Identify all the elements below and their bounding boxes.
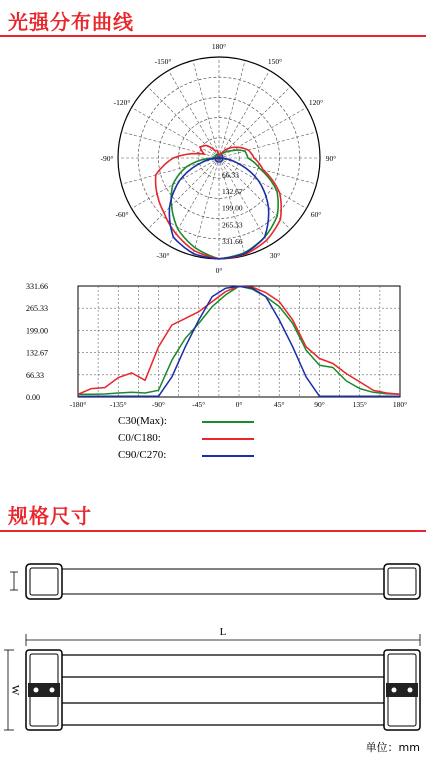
linear-y-tick: 132.67 bbox=[26, 348, 48, 358]
legend-label-c90: C90/C270: bbox=[118, 449, 167, 461]
polar-radial-label: 66.33 bbox=[222, 170, 239, 180]
polar-angle-label: 120° bbox=[308, 98, 324, 107]
bracket-right bbox=[386, 683, 418, 697]
polar-angle-label: 30° bbox=[269, 250, 281, 260]
linear-x-tick: -45° bbox=[192, 400, 206, 409]
legend-swatch-c30 bbox=[202, 421, 254, 423]
length-label: L bbox=[219, 626, 227, 638]
legend-item bbox=[118, 415, 278, 429]
polar-radial-label: 199.00 bbox=[222, 203, 243, 213]
polar-angle-label: 150° bbox=[267, 57, 283, 67]
polar-angle-label: -90° bbox=[100, 154, 114, 163]
polar-angle-label: -150° bbox=[154, 57, 172, 67]
polar-angle-label: -30° bbox=[156, 250, 170, 260]
legend bbox=[118, 415, 278, 465]
linear-x-tick: 45° bbox=[274, 400, 285, 409]
section-title-dimensions: 规格尺寸 bbox=[8, 504, 92, 528]
width-label: W bbox=[9, 684, 21, 696]
linear-grid bbox=[78, 286, 400, 397]
unit-label: 单位：mm bbox=[365, 741, 420, 754]
polar-angle-label: -60° bbox=[115, 210, 129, 219]
legend-item bbox=[118, 432, 278, 446]
linear-y-tick: 0.00 bbox=[26, 393, 40, 402]
linear-x-tick: 90° bbox=[314, 400, 325, 409]
linear-x-tick: -90° bbox=[152, 400, 165, 409]
top-view bbox=[4, 634, 420, 730]
polar-angle-label: 90° bbox=[325, 154, 337, 163]
linear-y-tick: 199.00 bbox=[26, 326, 48, 336]
legend-label-c0: C0/C180: bbox=[118, 432, 161, 444]
polar-diagram bbox=[0, 40, 432, 310]
polar-radial-label: 331.66 bbox=[222, 236, 243, 246]
side-view bbox=[10, 564, 420, 599]
title-underline bbox=[0, 530, 426, 532]
dimension-drawing bbox=[0, 545, 432, 735]
linear-x-tick: 135° bbox=[352, 400, 367, 409]
polar-radial-label: 132.67 bbox=[222, 187, 243, 197]
polar-angle-label: 0° bbox=[215, 266, 223, 275]
polar-angle-label: 60° bbox=[310, 210, 322, 219]
linear-y-tick: 66.33 bbox=[26, 370, 44, 380]
section-title-light-distribution: 光强分布曲线 bbox=[8, 10, 134, 34]
legend-swatch-c0 bbox=[202, 438, 254, 440]
linear-x-tick: -135° bbox=[109, 400, 127, 409]
polar-radial-label: 265.33 bbox=[222, 220, 243, 230]
legend-label-c30: C30(Max): bbox=[118, 415, 167, 427]
title-underline bbox=[0, 35, 426, 37]
linear-y-tick: 265.33 bbox=[26, 304, 48, 314]
legend-item bbox=[118, 449, 278, 463]
linear-x-tick: -180° bbox=[69, 400, 87, 409]
polar-angle-label: 180° bbox=[211, 42, 227, 51]
linear-x-tick: 180° bbox=[392, 400, 408, 409]
linear-x-tick: 0° bbox=[235, 400, 243, 409]
linear-y-tick: 331.66 bbox=[26, 282, 48, 291]
bracket-left bbox=[28, 683, 60, 697]
legend-swatch-c90 bbox=[202, 455, 254, 457]
polar-angle-label: -120° bbox=[113, 98, 131, 107]
